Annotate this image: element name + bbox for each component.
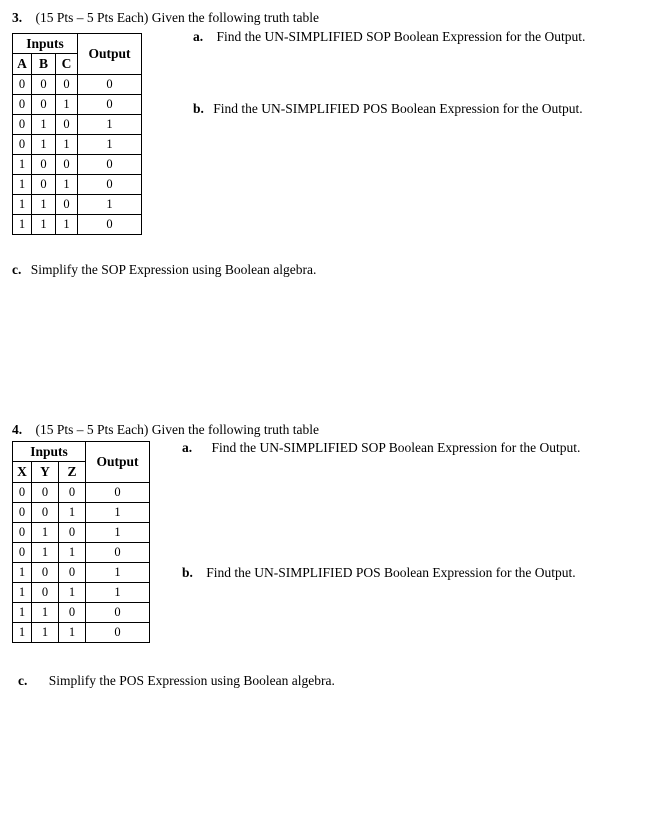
input-cell: 0: [13, 135, 32, 155]
output-cell: 1: [86, 503, 150, 523]
input-cell: 1: [32, 543, 59, 563]
input-cell: 0: [56, 195, 78, 215]
input-cell: 0: [32, 563, 59, 583]
input-cell: 0: [32, 583, 59, 603]
input-cell: 1: [56, 175, 78, 195]
input-cell: 1: [13, 215, 32, 235]
output-header: Output: [78, 34, 142, 75]
output-cell: 1: [78, 195, 142, 215]
output-cell: 0: [78, 95, 142, 115]
input-cell: 1: [32, 623, 59, 643]
table-row: [13, 175, 142, 195]
q4-table-body: [13, 483, 150, 643]
table-row: [13, 155, 142, 175]
input-cell: 1: [59, 543, 86, 563]
table-row: [13, 115, 142, 135]
input-cell: 0: [13, 483, 32, 503]
input-cell: 1: [13, 623, 32, 643]
col-header-y: Y: [32, 462, 59, 483]
input-cell: 0: [32, 175, 56, 195]
q3-part-a: [193, 29, 585, 45]
q3-b-text: Find the UN-SIMPLIFIED POS Boolean Expression for the Output.: [213, 101, 583, 116]
table-row: [13, 523, 150, 543]
q4-number: 4.: [12, 422, 23, 437]
input-cell: 0: [59, 483, 86, 503]
inputs-header: Inputs: [13, 442, 86, 462]
input-cell: 0: [13, 543, 32, 563]
input-cell: 1: [32, 115, 56, 135]
q4-header: [12, 422, 319, 438]
q3-number: 3.: [12, 10, 23, 25]
q3-c-label: c.: [12, 262, 22, 277]
input-cell: 1: [56, 215, 78, 235]
q3-part-b: [193, 101, 583, 117]
output-cell: 0: [78, 215, 142, 235]
input-cell: 0: [13, 115, 32, 135]
output-cell: 0: [86, 483, 150, 503]
q4-c-text: Simplify the POS Expression using Boolean algebra.: [48, 673, 335, 688]
output-cell: 1: [78, 135, 142, 155]
input-cell: 1: [13, 603, 32, 623]
q3-b-label: b.: [193, 101, 204, 116]
input-cell: 1: [32, 195, 56, 215]
input-cell: 0: [32, 75, 56, 95]
input-cell: 0: [13, 503, 32, 523]
q3-table-body: [13, 75, 142, 235]
col-header-x: X: [13, 462, 32, 483]
q3-header-text: (15 Pts – 5 Pts Each) Given the following truth table: [35, 10, 319, 25]
table-header-row: [13, 34, 142, 54]
q4-part-a: [182, 440, 580, 456]
input-cell: 0: [32, 483, 59, 503]
input-cell: 0: [59, 563, 86, 583]
q4-a-text: Find the UN-SIMPLIFIED SOP Boolean Expression for the Output.: [211, 440, 581, 455]
input-cell: 1: [13, 175, 32, 195]
col-header-c: C: [56, 54, 78, 75]
q3-c-text: Simplify the SOP Expression using Boolean algebra.: [30, 262, 317, 277]
q3-a-text: Find the UN-SIMPLIFIED SOP Boolean Expression for the Output.: [216, 29, 586, 44]
table-row: [13, 95, 142, 115]
table-row: [13, 503, 150, 523]
input-cell: 0: [56, 115, 78, 135]
input-cell: 1: [13, 583, 32, 603]
input-cell: 1: [13, 155, 32, 175]
q4-header-text: (15 Pts – 5 Pts Each) Given the following truth table: [35, 422, 319, 437]
q4-b-text: Find the UN-SIMPLIFIED POS Boolean Expression for the Output.: [206, 565, 576, 580]
input-cell: 1: [32, 215, 56, 235]
input-cell: 1: [13, 563, 32, 583]
q4-a-label: a.: [182, 440, 193, 455]
table-row: [13, 75, 142, 95]
input-cell: 0: [56, 75, 78, 95]
col-header-b: B: [32, 54, 56, 75]
table-row: [13, 195, 142, 215]
input-cell: 0: [32, 95, 56, 115]
input-cell: 1: [56, 135, 78, 155]
input-cell: 1: [32, 135, 56, 155]
output-cell: 0: [78, 75, 142, 95]
col-header-a: A: [13, 54, 32, 75]
q4-c-label: c.: [18, 673, 28, 688]
input-cell: 0: [32, 503, 59, 523]
output-cell: 0: [78, 155, 142, 175]
q3-a-label: a.: [193, 29, 204, 44]
input-cell: 1: [32, 603, 59, 623]
input-cell: 0: [56, 155, 78, 175]
q4-part-b: [182, 565, 576, 581]
q3-truth-table: [12, 33, 142, 235]
table-row: [13, 135, 142, 155]
input-cell: 1: [56, 95, 78, 115]
q4-truth-table: [12, 441, 150, 643]
table-row: [13, 543, 150, 563]
table-row: [13, 603, 150, 623]
inputs-header: Inputs: [13, 34, 78, 54]
table-row: [13, 215, 142, 235]
output-cell: 1: [86, 563, 150, 583]
q4-b-label: b.: [182, 565, 193, 580]
q3-part-c: [12, 262, 316, 278]
q3-header: [12, 10, 319, 26]
output-cell: 1: [78, 115, 142, 135]
col-header-z: Z: [59, 462, 86, 483]
input-cell: 1: [13, 195, 32, 215]
output-cell: 1: [86, 583, 150, 603]
table-row: [13, 483, 150, 503]
q4-part-c: [18, 673, 335, 689]
input-cell: 1: [59, 623, 86, 643]
table-row: [13, 623, 150, 643]
input-cell: 0: [13, 75, 32, 95]
output-cell: 0: [78, 175, 142, 195]
input-cell: 0: [32, 155, 56, 175]
input-cell: 1: [59, 503, 86, 523]
output-header: Output: [86, 442, 150, 483]
output-cell: 0: [86, 623, 150, 643]
input-cell: 0: [13, 95, 32, 115]
output-cell: 1: [86, 523, 150, 543]
table-row: [13, 583, 150, 603]
input-cell: 1: [59, 583, 86, 603]
table-row: [13, 563, 150, 583]
output-cell: 0: [86, 543, 150, 563]
input-cell: 0: [59, 523, 86, 543]
input-cell: 0: [59, 603, 86, 623]
input-cell: 0: [13, 523, 32, 543]
table-header-row: [13, 442, 150, 462]
input-cell: 1: [32, 523, 59, 543]
output-cell: 0: [86, 603, 150, 623]
